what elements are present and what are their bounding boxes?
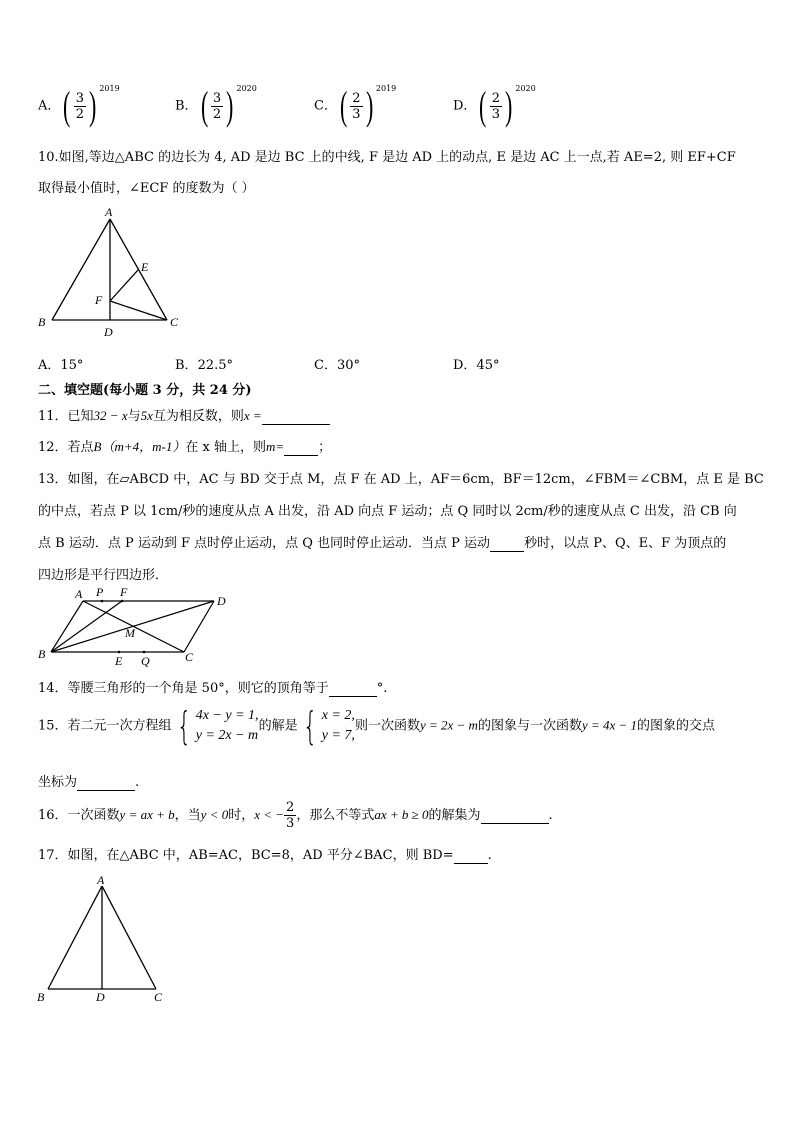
- q13-side-ab: [51, 601, 83, 652]
- q13-label-e: E: [115, 654, 123, 668]
- q17-label-a: A: [97, 873, 105, 887]
- q13-line2: 的中点，若点 P 以 1cm/秒的速度从点 A 出发，沿 AD 向点 F 运动；点 Q 同时以 2cm/秒的速度从点 C 出发，沿 CB 向: [38, 504, 737, 519]
- q13-figure: [34, 585, 244, 669]
- q16: 16．一次函数y = ax + b，当y < 0时，x < − $\frac{2}{3}$ ，那么不等式ax + b ≥ 0的解集为 .: [38, 800, 553, 831]
- q17: 17．如图，在△ABC 中，AB=AC，BC=8，AD 平分∠BAC，则 BD= .: [38, 848, 492, 863]
- q12: 12．若点B（m+4，m-1）在 x 轴上，则m= ；: [38, 439, 332, 455]
- right-paren: ): [88, 83, 97, 128]
- q13-label-d: D: [217, 594, 226, 608]
- q13-label-q: Q: [141, 654, 150, 668]
- q9-option-a: A．( $\frac{3}{2}$ ) $^{2019}$: [38, 83, 120, 128]
- q13-label-m: M: [125, 626, 135, 640]
- q13-segment-bf: [51, 601, 122, 652]
- q10-label-f: F: [95, 293, 103, 307]
- q9-option-d: D．( $\frac{2}{3}$ ) $^{2020}$: [453, 83, 536, 128]
- q13-line1: 13．如图，在▱ABCD 中，AC 与 BD 交于点 M，点 F 在 AD 上，AF＝6cm，BF＝12cm，∠FBM＝∠CBM，点 E 是 BC: [38, 472, 764, 487]
- q13-label-f: F: [120, 585, 128, 599]
- q17-label-c: C: [154, 990, 163, 1004]
- q17-label-d: D: [96, 990, 105, 1004]
- q17-side-ac: [102, 886, 156, 989]
- q10-label-c: C: [170, 315, 179, 329]
- q10-option-b: B．22.5°: [175, 358, 234, 373]
- q13-label-c: C: [185, 650, 194, 664]
- q15-line2: 坐标为 .: [38, 775, 140, 790]
- q13-line4: 四边形是平行四边形．: [38, 568, 169, 583]
- q14-answer-blank[interactable]: [329, 681, 377, 697]
- q10-label-a: A: [105, 205, 113, 219]
- q13-answer-blank[interactable]: [490, 536, 524, 552]
- q13-label-p: P: [96, 585, 104, 599]
- q11-answer-blank[interactable]: [262, 409, 330, 425]
- q10-option-c: C．30°: [314, 358, 360, 373]
- q17-figure: [34, 870, 174, 1008]
- q11: 11．已知32 − x与5x互为相反数，则x =: [38, 405, 330, 425]
- q10-line2: 取得最小值时，∠ECF 的度数为（ ）: [38, 181, 255, 196]
- q9-option-b: B．( $\frac{3}{2}$ ) $^{2020}$: [175, 83, 257, 128]
- q16-answer-blank[interactable]: [481, 808, 549, 824]
- q13-label-a: A: [75, 587, 83, 601]
- q15-answer-blank[interactable]: [77, 775, 135, 791]
- q17-side-ab: [48, 886, 102, 989]
- q10-line1: 10.如图,等边△ABC 的边长为 4, AD 是边 BC 上的中线, F 是边 AD 上的动点, E 是边 AC 上一点,若 AE=2, 则 EF+CF: [38, 150, 736, 165]
- left-paren: (: [63, 83, 71, 128]
- q13-line3: 点 B 运动．点 P 运动到 F 点时停止运动，点 Q 也同时停止运动．当点 P 运动 秒时，以点 P、Q、E、F 为顶点的: [38, 536, 727, 551]
- left-brace: {: [176, 704, 191, 748]
- q10-figure: [34, 203, 194, 343]
- q9-option-c: C．( $\frac{2}{3}$ ) $^{2019}$: [314, 83, 397, 128]
- q10-side-ac: [110, 219, 167, 320]
- q10-option-d: D．45°: [453, 358, 500, 373]
- q12-answer-blank[interactable]: [284, 440, 318, 456]
- q10-option-a: A．15°: [38, 358, 84, 373]
- q10-label-d: D: [104, 325, 113, 339]
- q13-label-b: B: [38, 647, 46, 661]
- q17-answer-blank[interactable]: [454, 848, 488, 864]
- q15-line1: 15．若二元一次方程组 { 4x − y = 1, y = 2x − m 的解是 { x = 2, y = 7, 则一次函数y = 2x − m的图象与一次函数y = 4x − 1的图象的交点: [38, 704, 716, 748]
- section-2-title: 二、填空题(每小题 3 分，共 24 分): [38, 383, 252, 398]
- q10-segment-fe: [110, 270, 138, 301]
- q10-label-e: E: [141, 260, 149, 274]
- q14: 14．等腰三角形的一个角是 50°，则它的顶角等于 °.: [38, 681, 388, 696]
- q10-label-b: B: [38, 315, 46, 329]
- q17-label-b: B: [37, 990, 45, 1004]
